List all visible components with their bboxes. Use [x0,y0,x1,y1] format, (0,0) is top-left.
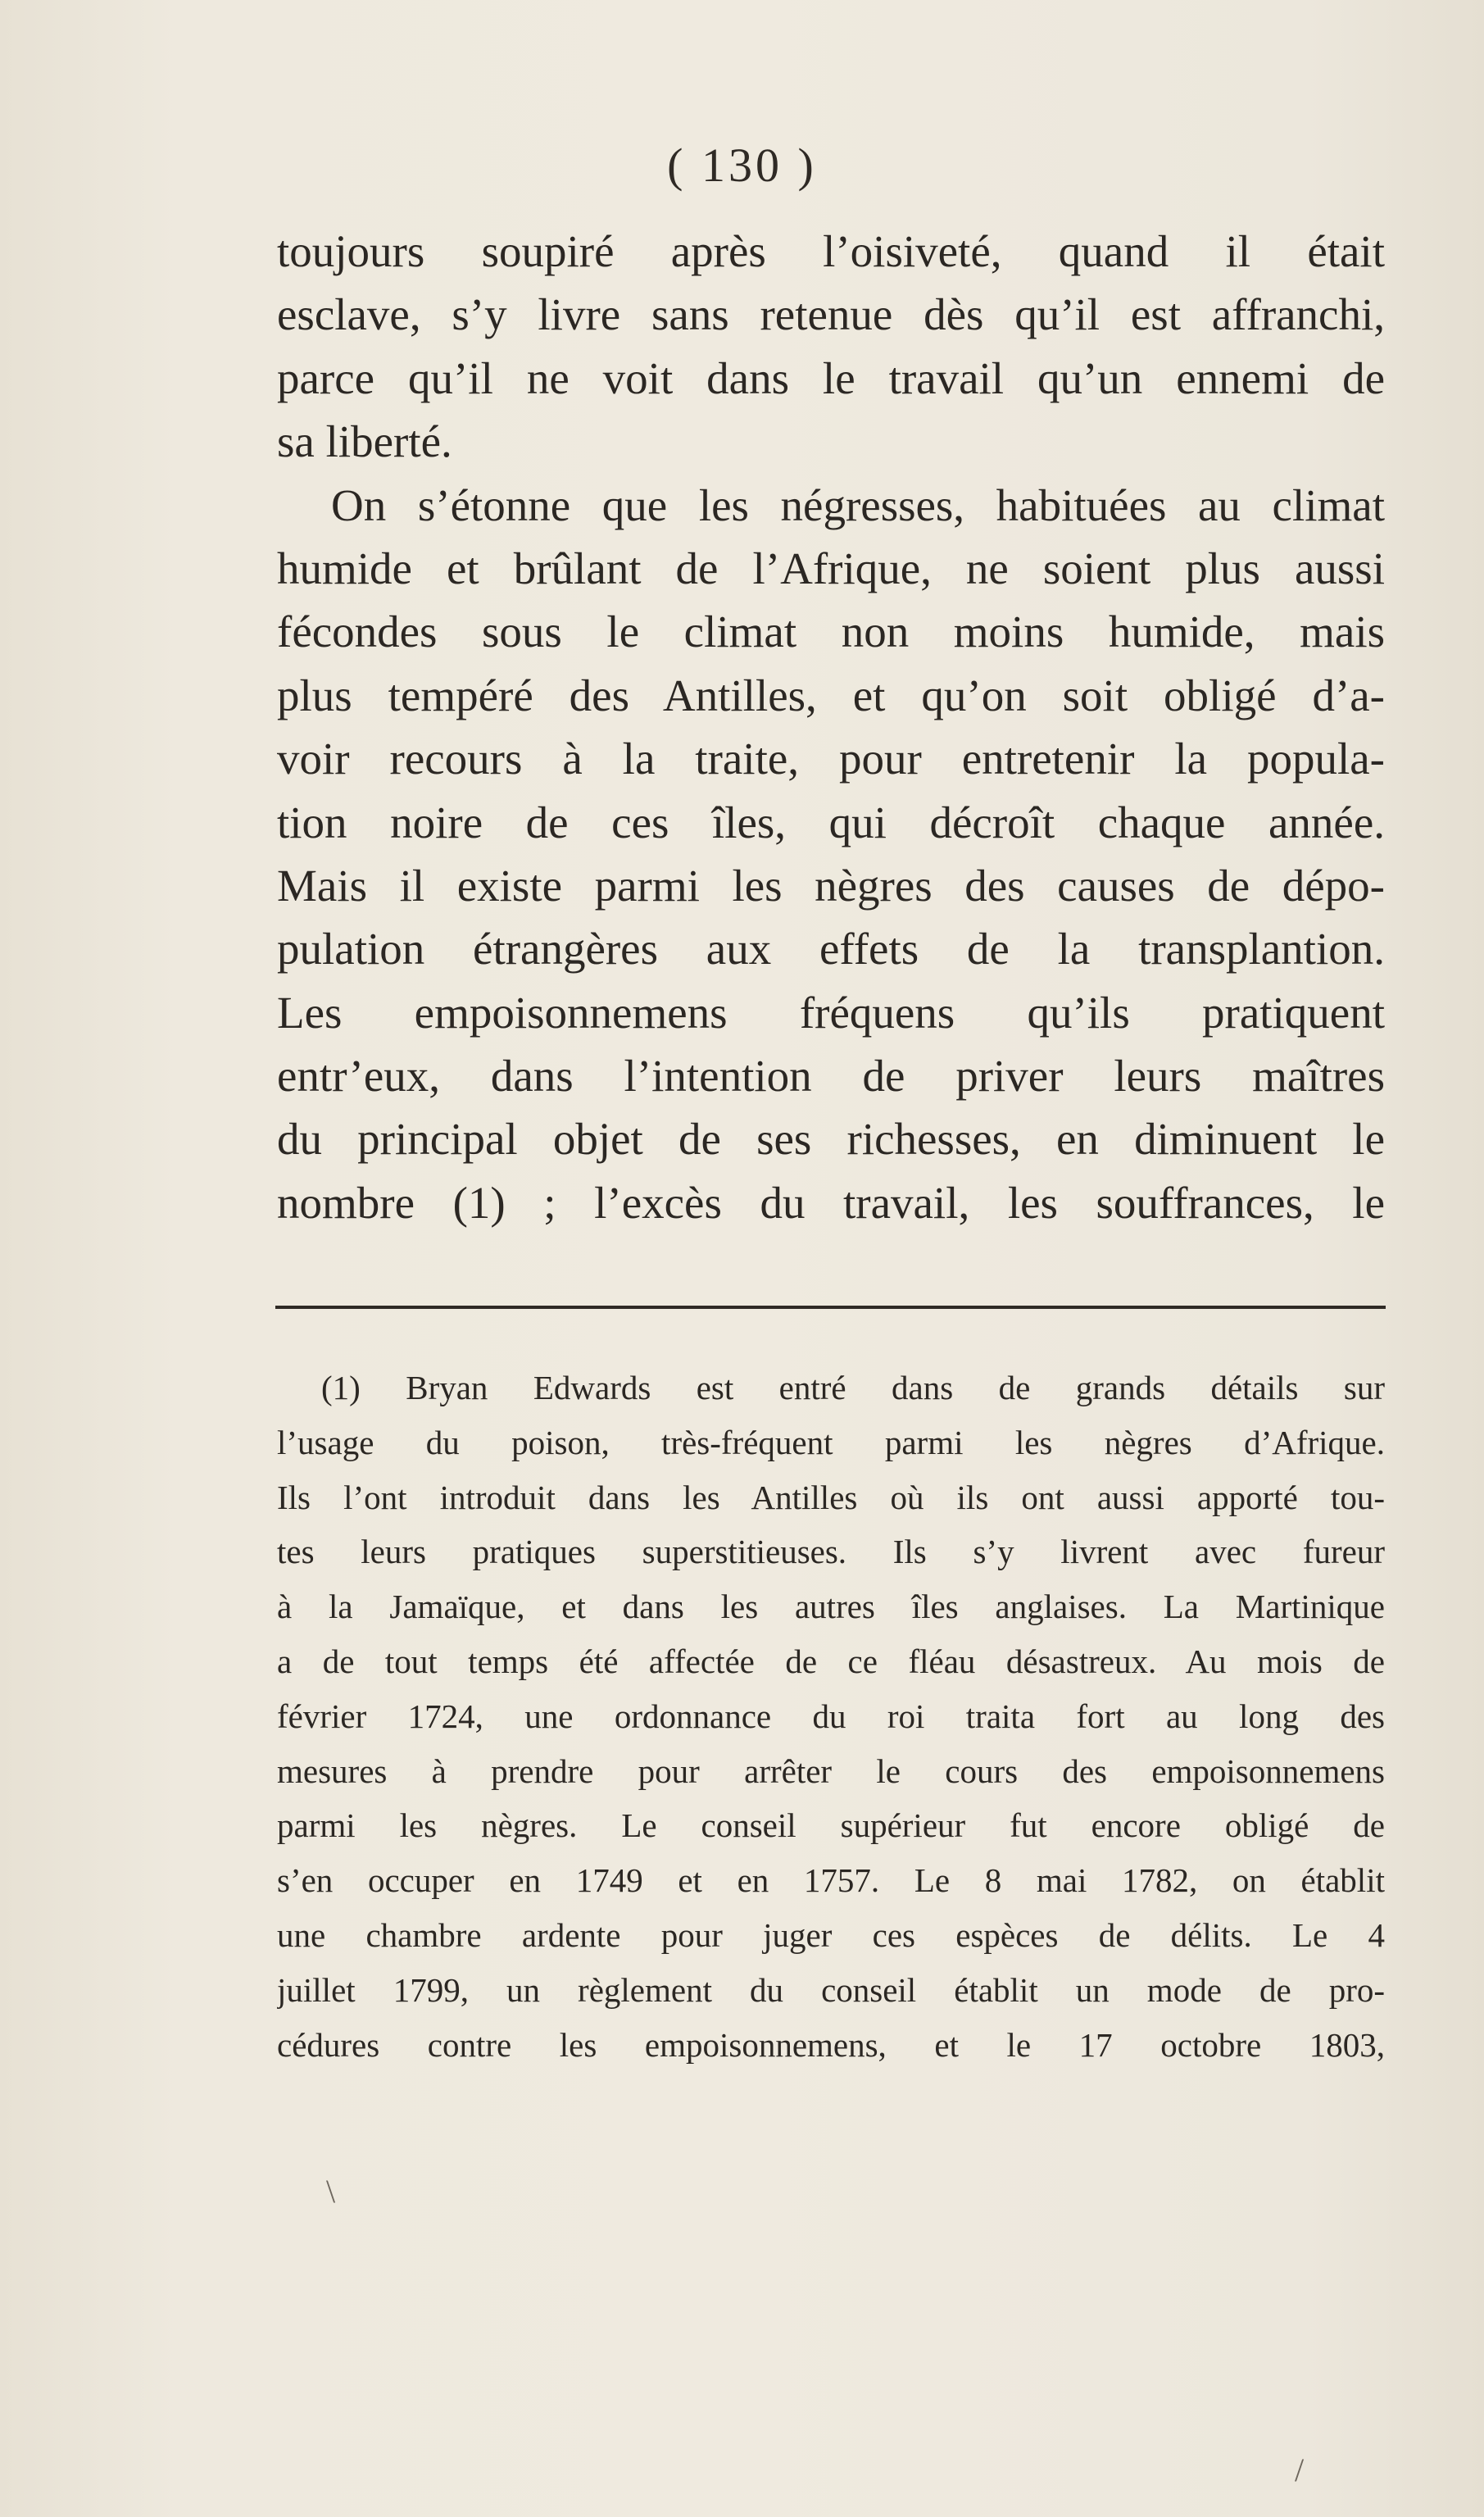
body-line: tion noire de ces îles, qui décroît chaque année. [277,797,1385,847]
footnote-line: (1) Bryan Edwards est entré dans de grands détails sur [321,1369,1385,1406]
footnote-line: cédures contre les empoisonnemens, et le 17 octobre 1803, [277,2025,1385,2064]
body-line: parce qu’il ne voit dans le travail qu’un ennemi de [277,352,1385,403]
footnote [277,1361,1385,2072]
footnote-line: Ils l’ont introduit dans les Antilles où ils ont aussi apporté tou- [277,1478,1385,1516]
footnote-line: a de tout temps été affectée de ce fléau désastreux. Au mois de [277,1642,1385,1680]
body-line: sa liberté. [277,416,452,467]
footnote-line: mesures à prendre pour arrêter le cours des empoisonnemens [277,1751,1385,1790]
footnote-line: s’en occuper en 1749 et en 1757. Le 8 mai 1782, on établit [277,1861,1385,1900]
body-line: Les empoisonnemens fréquens qu’ils pratiquent [277,987,1385,1038]
body-line: du principal objet de ses richesses, en diminuent le [277,1114,1385,1165]
footnote-separator-rule [275,1306,1386,1309]
footnote-line: une chambre ardente pour juger ces espèces de délits. Le 4 [277,1915,1385,1954]
body-line: voir recours à la traite, pour entretenir la popula- [277,734,1385,784]
footnote-line: parmi les nègres. Le conseil supérieur fut encore obligé de [277,1806,1385,1845]
body-line: plus tempéré des Antilles, et qu’on soit obligé d’a- [277,670,1385,720]
body-line: toujours soupiré après l’oisiveté, quand il était [277,226,1385,276]
body-text [277,220,1385,1234]
body-line: esclave, s’y livre sans retenue dès qu’il est affranchi, [277,289,1385,340]
body-line: humide et brûlant de l’Afrique, ne soient plus aussi [277,543,1385,593]
footnote-line: février 1724, une ordonnance du roi traita fort au long des [277,1697,1385,1735]
body-line: On s’étonne que les négresses, habituées au climat [331,479,1385,530]
body-line: Mais il existe parmi les nègres des causes de dépo- [277,860,1385,911]
body-line: fécondes sous le climat non moins humide, mais [277,607,1385,657]
body-line: entr’eux, dans l’intention de priver leurs maîtres [277,1051,1385,1102]
body-line: pulation étrangères aux effets de la transplantion. [277,924,1385,975]
margin-mark: / [1295,2451,1305,2488]
footnote-line: juillet 1799, un règlement du conseil établit un mode de pro- [277,1970,1385,2009]
page-number: ( 130 ) [667,139,817,192]
margin-mark: \ [326,2173,336,2210]
footnote-line: l’usage du poison, très-fréquent parmi les nègres d’Afrique. [277,1423,1385,1461]
body-line: nombre (1) ; l’excès du travail, les souffrances, le [277,1177,1385,1228]
footnote-line: à la Jamaïque, et dans les autres îles anglaises. La Martinique [277,1588,1385,1626]
footnote-line: tes leurs pratiques superstitieuses. Ils s’y livrent avec fureur [277,1533,1385,1571]
